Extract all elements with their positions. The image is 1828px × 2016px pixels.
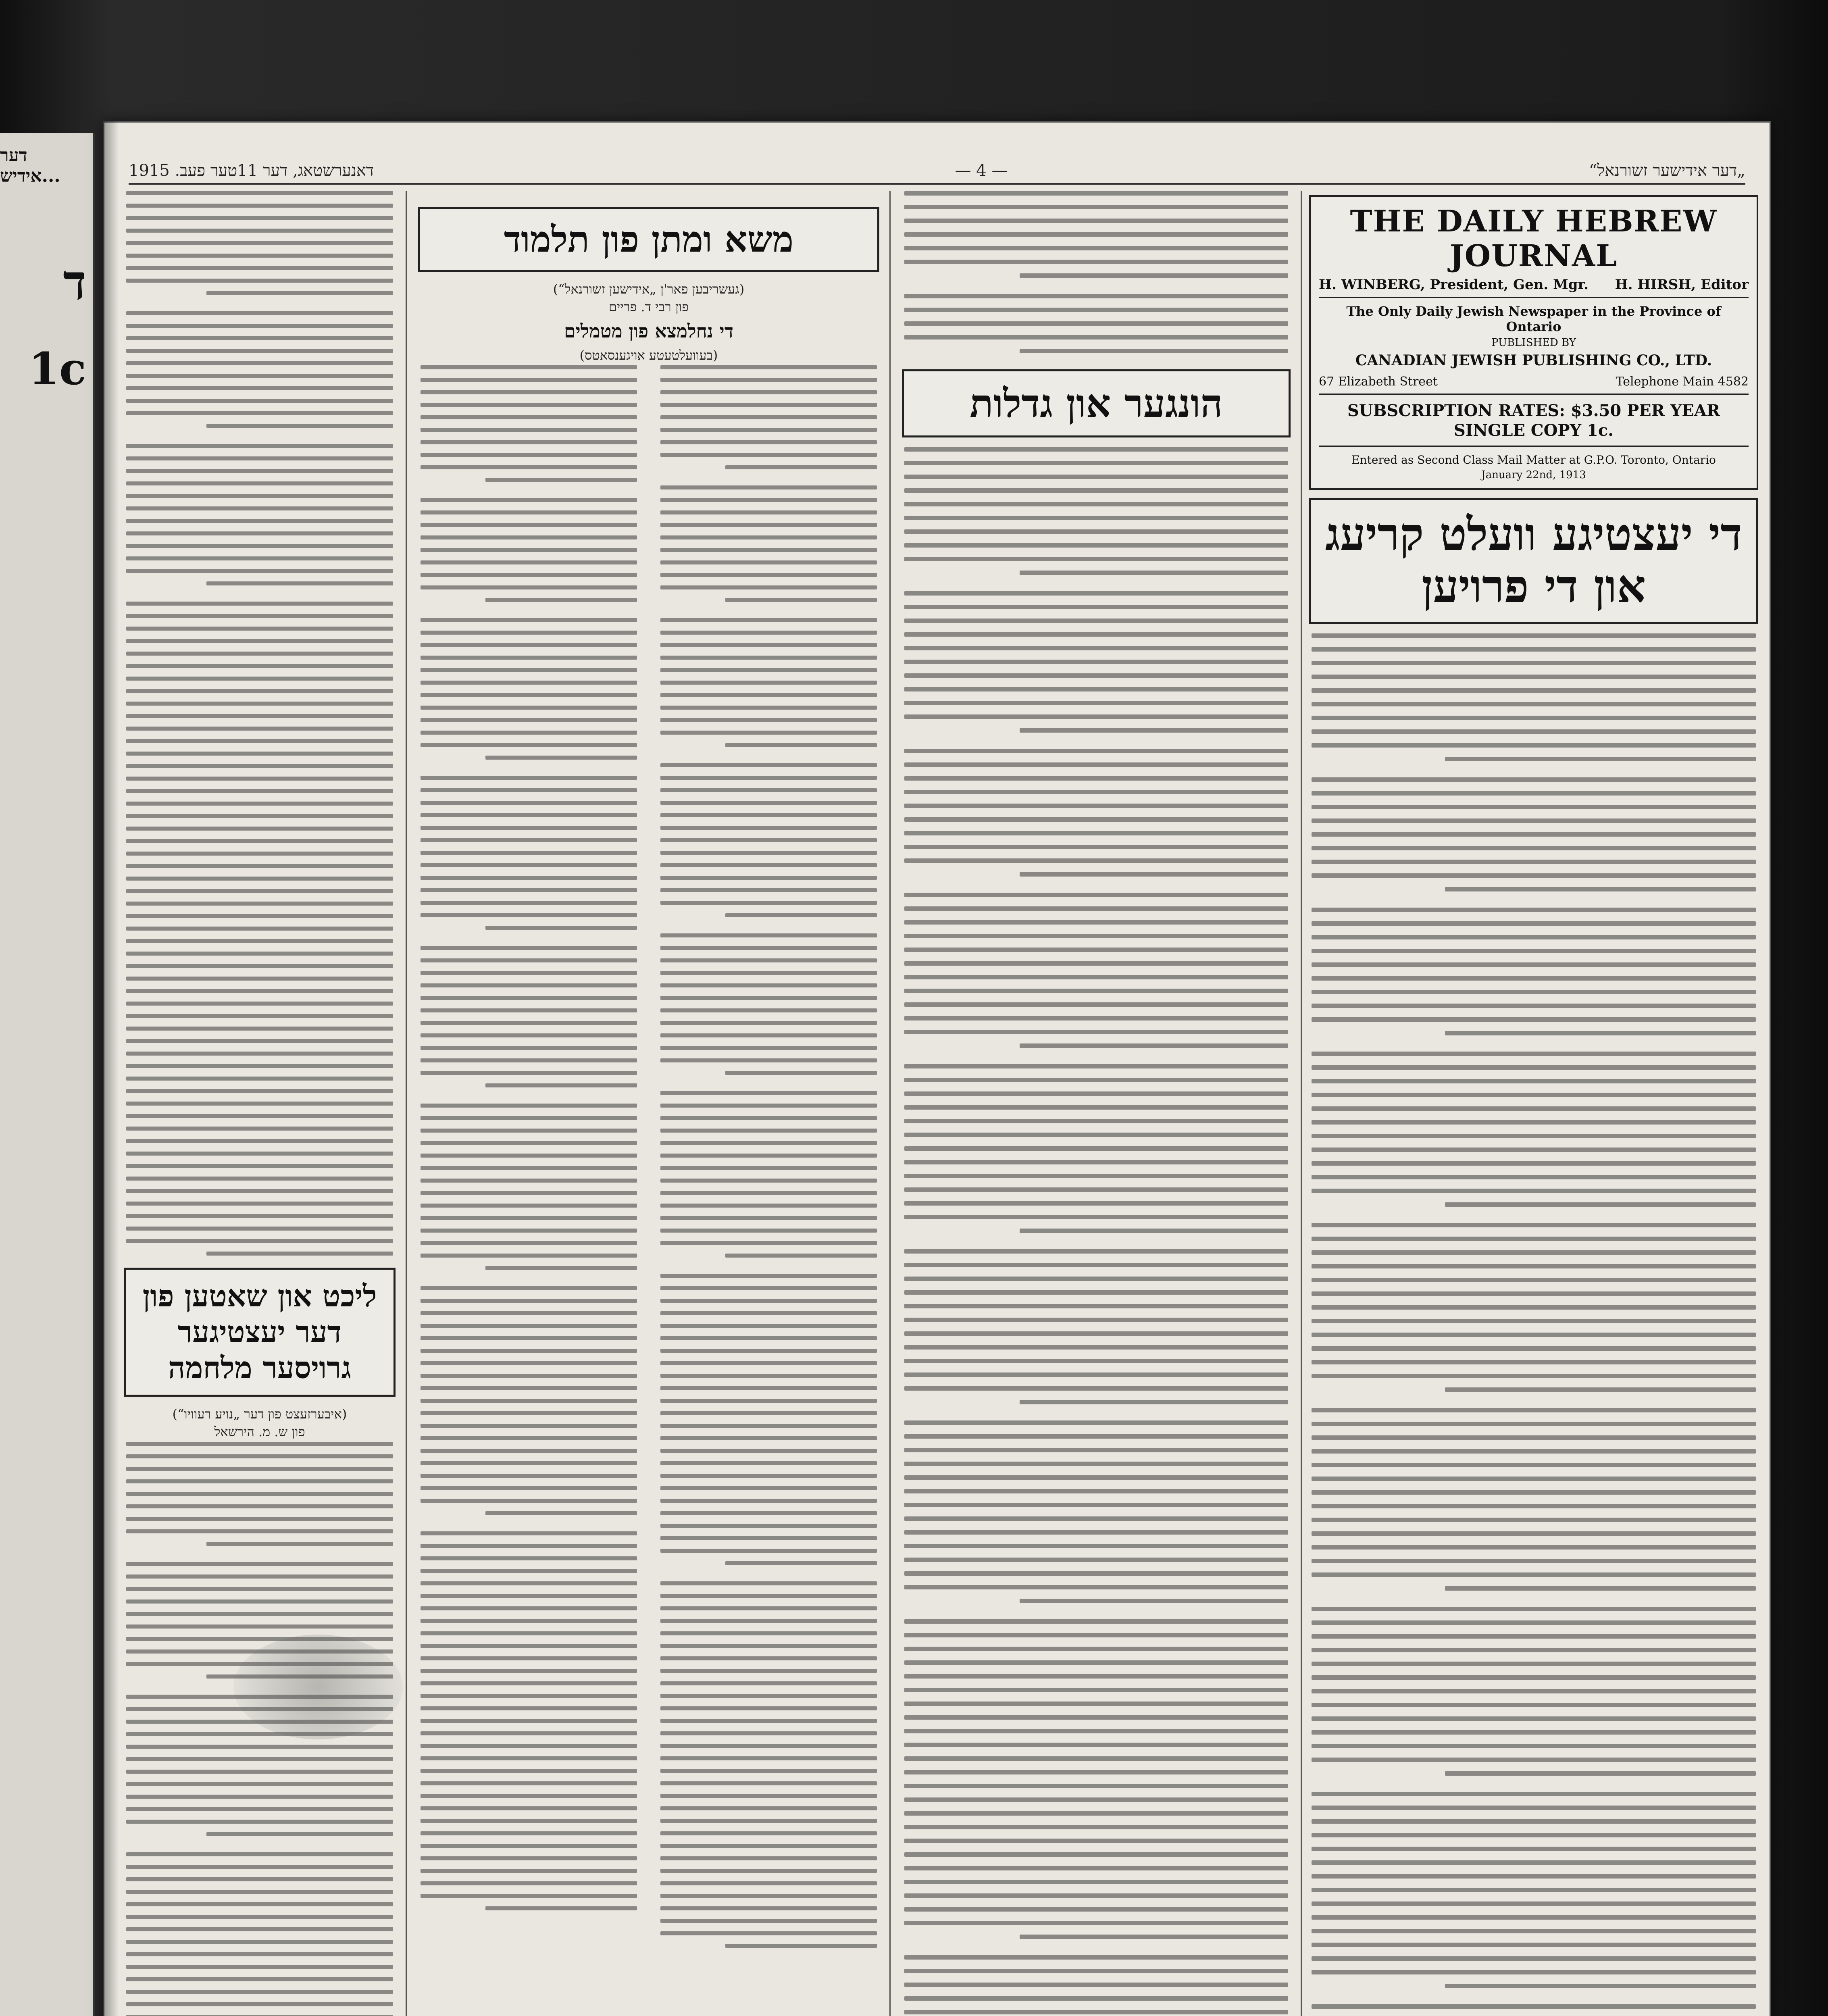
column-rule [406, 191, 407, 2016]
column-talmud [415, 191, 883, 2016]
masthead-editor: H. HIRSH, Editor [1615, 277, 1749, 293]
column-hunger [899, 191, 1294, 2016]
talmud-body-right [655, 365, 883, 1956]
editorial-body [1306, 633, 1761, 2016]
masthead-published-by: PUBLISHED BY [1491, 337, 1576, 349]
postal-entry-line-2: January 22nd, 1913 [1481, 469, 1586, 481]
postal-entry-line-1: Entered as Second Class Mail Matter at G.P.O. Toronto, Ontario [1351, 453, 1716, 467]
page-header [129, 161, 1745, 185]
column-2-top-text [899, 191, 1294, 353]
talmud-byline: (געשריבען פאר'ן „אידישען זשורנאל“) [553, 281, 745, 297]
masthead-company: CANADIAN JEWISH PUBLISHING CO., LTD. [1355, 352, 1712, 369]
header-date: דאנערשטאג, דער 11טער פעב. 1915 [129, 161, 374, 180]
header-paper-name: „דער אידישער זשורנאל“ [1589, 161, 1745, 180]
talmud-note: (בעוועלטעטע אויגענסאטס) [579, 347, 718, 363]
war-headline: ליכט און שאטען פון דער יעצטיגער גרויסער מלחמה [124, 1268, 396, 1397]
masthead-title: THE DAILY HEBREW JOURNAL [1350, 204, 1718, 273]
neighbor-page-strip [0, 133, 95, 2016]
masthead-telephone: Telephone Main 4582 [1616, 375, 1749, 389]
editorial-headline: די יעצטיגע וועלט קריעג און די פרויען [1309, 498, 1758, 624]
war-byline: (איבערזעצט פון דער „נויע רעוויו“) [172, 1406, 347, 1422]
column-rule [889, 191, 891, 2016]
column-war [121, 191, 399, 2016]
single-copy-price: SINGLE COPY 1c. [1319, 421, 1749, 447]
column-5-top-text [121, 191, 399, 1256]
newspaper-page [103, 121, 1771, 2016]
war-author: פון ש. מ. הירשאל [214, 1424, 305, 1440]
masthead-contact [1319, 371, 1749, 395]
masthead [1309, 195, 1758, 490]
header-page-number: — 4 — [955, 161, 1008, 180]
neighbor-top-text: דער אידיש... [0, 145, 60, 186]
column-rule [1301, 191, 1302, 2016]
masthead-address: 67 Elizabeth Street [1319, 375, 1438, 389]
talmud-headline: משא ומתן פון תלמוד [418, 207, 879, 272]
column-masthead-editorial [1306, 191, 1761, 2016]
hunger-headline: הונגער און גדלות [902, 369, 1291, 437]
hunger-body [899, 447, 1294, 2016]
talmud-columns [415, 365, 883, 1956]
talmud-subhead: די נחלמצא פון מטמלים [564, 320, 733, 342]
neighbor-mid-glyph: ד [63, 254, 86, 311]
masthead-president: H. WINBERG, President, Gen. Mgr. [1319, 277, 1589, 293]
subscription-rates: SUBSCRIPTION RATES: $3.50 PER YEAR [1347, 401, 1720, 420]
talmud-body-left [415, 365, 643, 1956]
talmud-author: פון רבי ד. פריים [609, 299, 689, 314]
masthead-officers [1319, 277, 1749, 298]
neighbor-mid-glyph-2: 1c [28, 343, 86, 395]
masthead-tagline: The Only Daily Jewish Newspaper in the Province of Ontario [1346, 304, 1721, 334]
paper-stain [233, 1635, 403, 1739]
binding-shadow [103, 121, 119, 2016]
